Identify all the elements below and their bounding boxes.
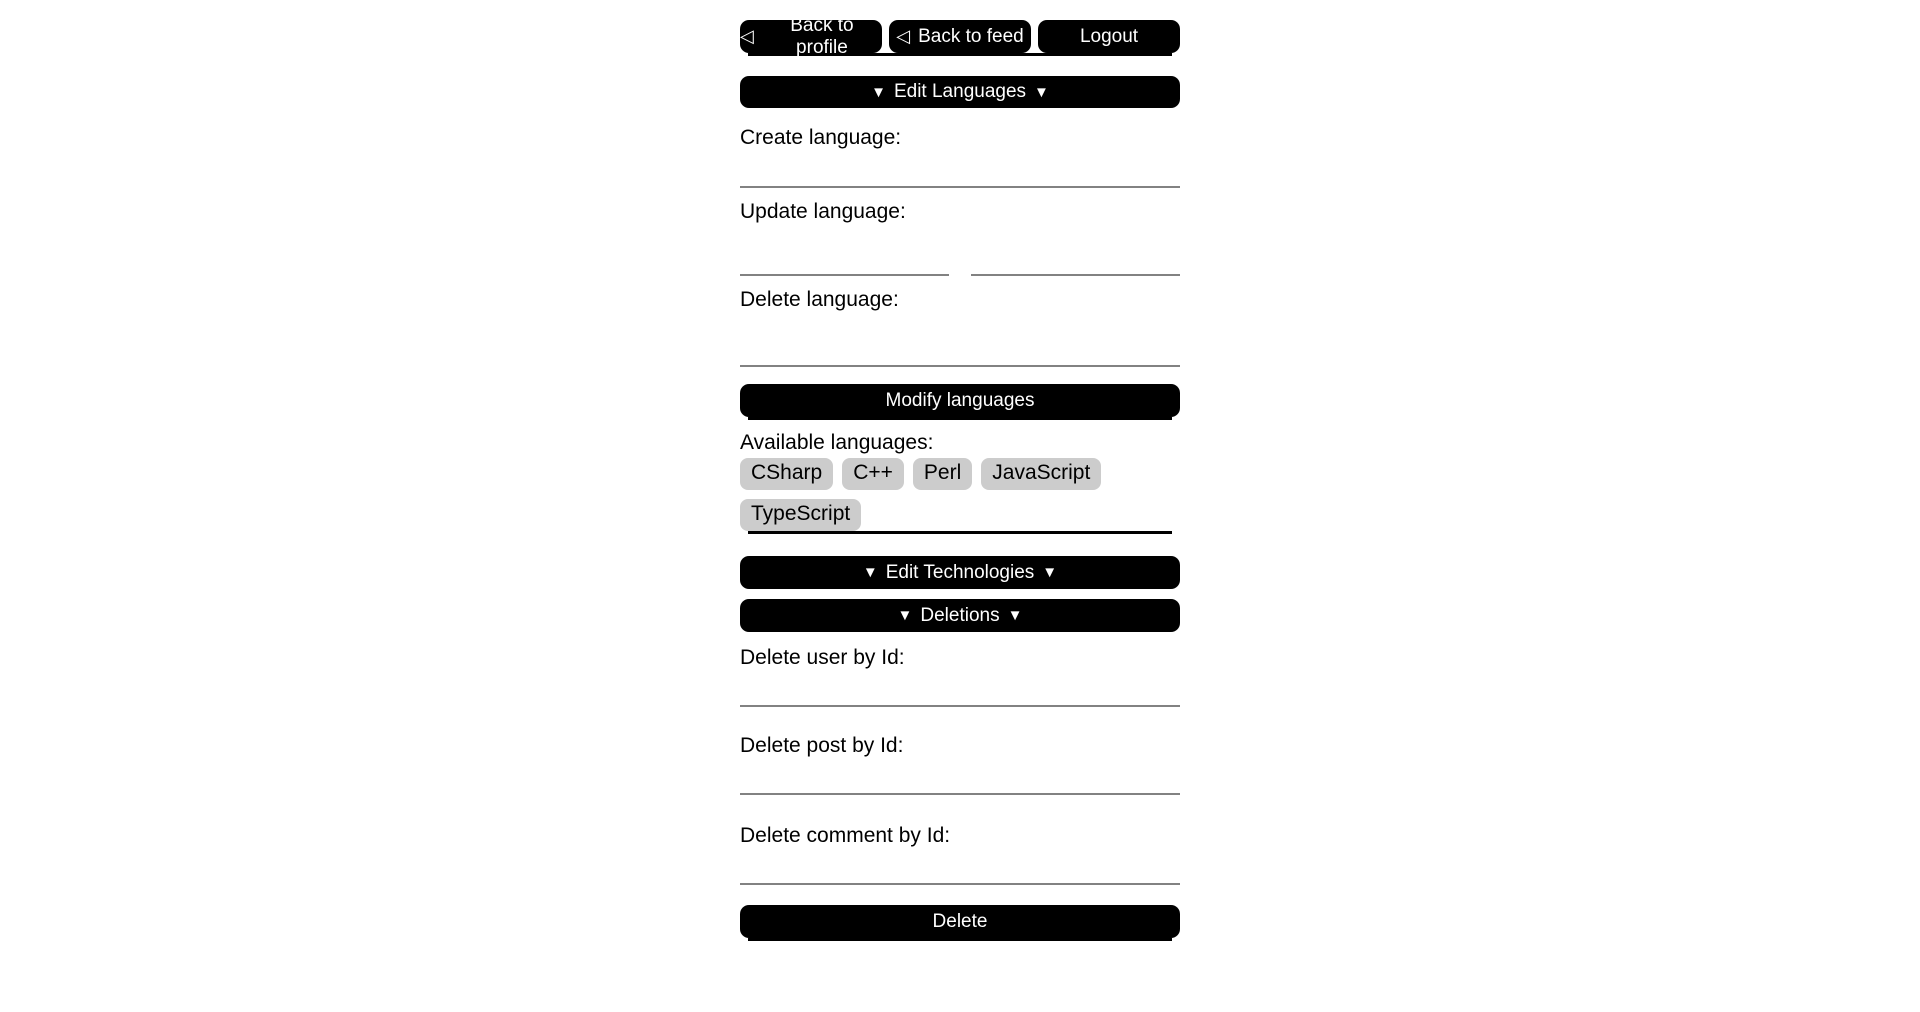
deletions-label: Deletions (920, 604, 1000, 626)
delete-comment-id-input[interactable] (740, 848, 1180, 885)
language-tag: CSharp (740, 458, 833, 490)
logout-button[interactable] (1038, 20, 1180, 53)
available-languages-label: Available languages: (740, 431, 934, 454)
divider (748, 531, 1172, 534)
update-language-label: Update language: (740, 200, 906, 223)
back-to-profile-label: Back to profile (790, 14, 854, 58)
language-tag: C++ (842, 458, 904, 490)
caret-down-icon: ▼ (1042, 564, 1058, 581)
back-to-feed-button[interactable] (889, 20, 1031, 53)
caret-down-icon: ▼ (871, 83, 886, 101)
language-tag: JavaScript (981, 458, 1101, 490)
delete-comment-label: Delete comment by Id: (740, 824, 951, 847)
caret-down-icon: ▼ (862, 564, 878, 581)
back-icon: ◁ (896, 25, 911, 46)
back-to-profile-button[interactable] (740, 14, 882, 58)
edit-technologies-label: Edit Technologies (885, 561, 1035, 583)
delete-post-label: Delete post by Id: (740, 734, 904, 757)
language-tag: Perl (913, 458, 972, 490)
back-to-feed-label: Back to feed (918, 25, 1024, 47)
delete-language-input[interactable] (740, 312, 1180, 367)
delete-button-label: Delete (932, 910, 988, 932)
top-button-row (740, 14, 1180, 58)
caret-down-icon: ▼ (1007, 607, 1023, 624)
modify-languages-label: Modify languages (885, 389, 1035, 411)
modify-languages-button[interactable] (740, 384, 1180, 417)
update-language-input-2[interactable] (971, 224, 1180, 276)
create-language-label: Create language: (740, 126, 902, 149)
edit-languages-label: Edit Languages (893, 81, 1027, 102)
delete-button[interactable] (740, 905, 1180, 938)
create-language-input[interactable] (740, 150, 1180, 188)
delete-user-label: Delete user by Id: (740, 646, 905, 669)
delete-language-label: Delete language: (740, 288, 899, 311)
caret-down-icon: ▼ (1034, 83, 1049, 101)
admin-panel (740, 0, 1180, 941)
back-icon: ◁ (740, 25, 754, 46)
update-language-inputs (740, 224, 1180, 276)
update-language-input-1[interactable] (740, 224, 949, 276)
logout-label: Logout (1079, 25, 1139, 47)
available-languages-list (740, 458, 1180, 531)
language-tag: TypeScript (740, 499, 861, 531)
edit-languages-toggle[interactable] (740, 76, 1180, 108)
caret-down-icon: ▼ (897, 607, 913, 624)
bottom-divider (748, 938, 1172, 941)
delete-user-id-input[interactable] (740, 670, 1180, 707)
divider (748, 417, 1172, 420)
edit-technologies-toggle[interactable] (740, 556, 1180, 589)
delete-post-id-input[interactable] (740, 758, 1180, 795)
deletions-toggle[interactable] (740, 599, 1180, 632)
